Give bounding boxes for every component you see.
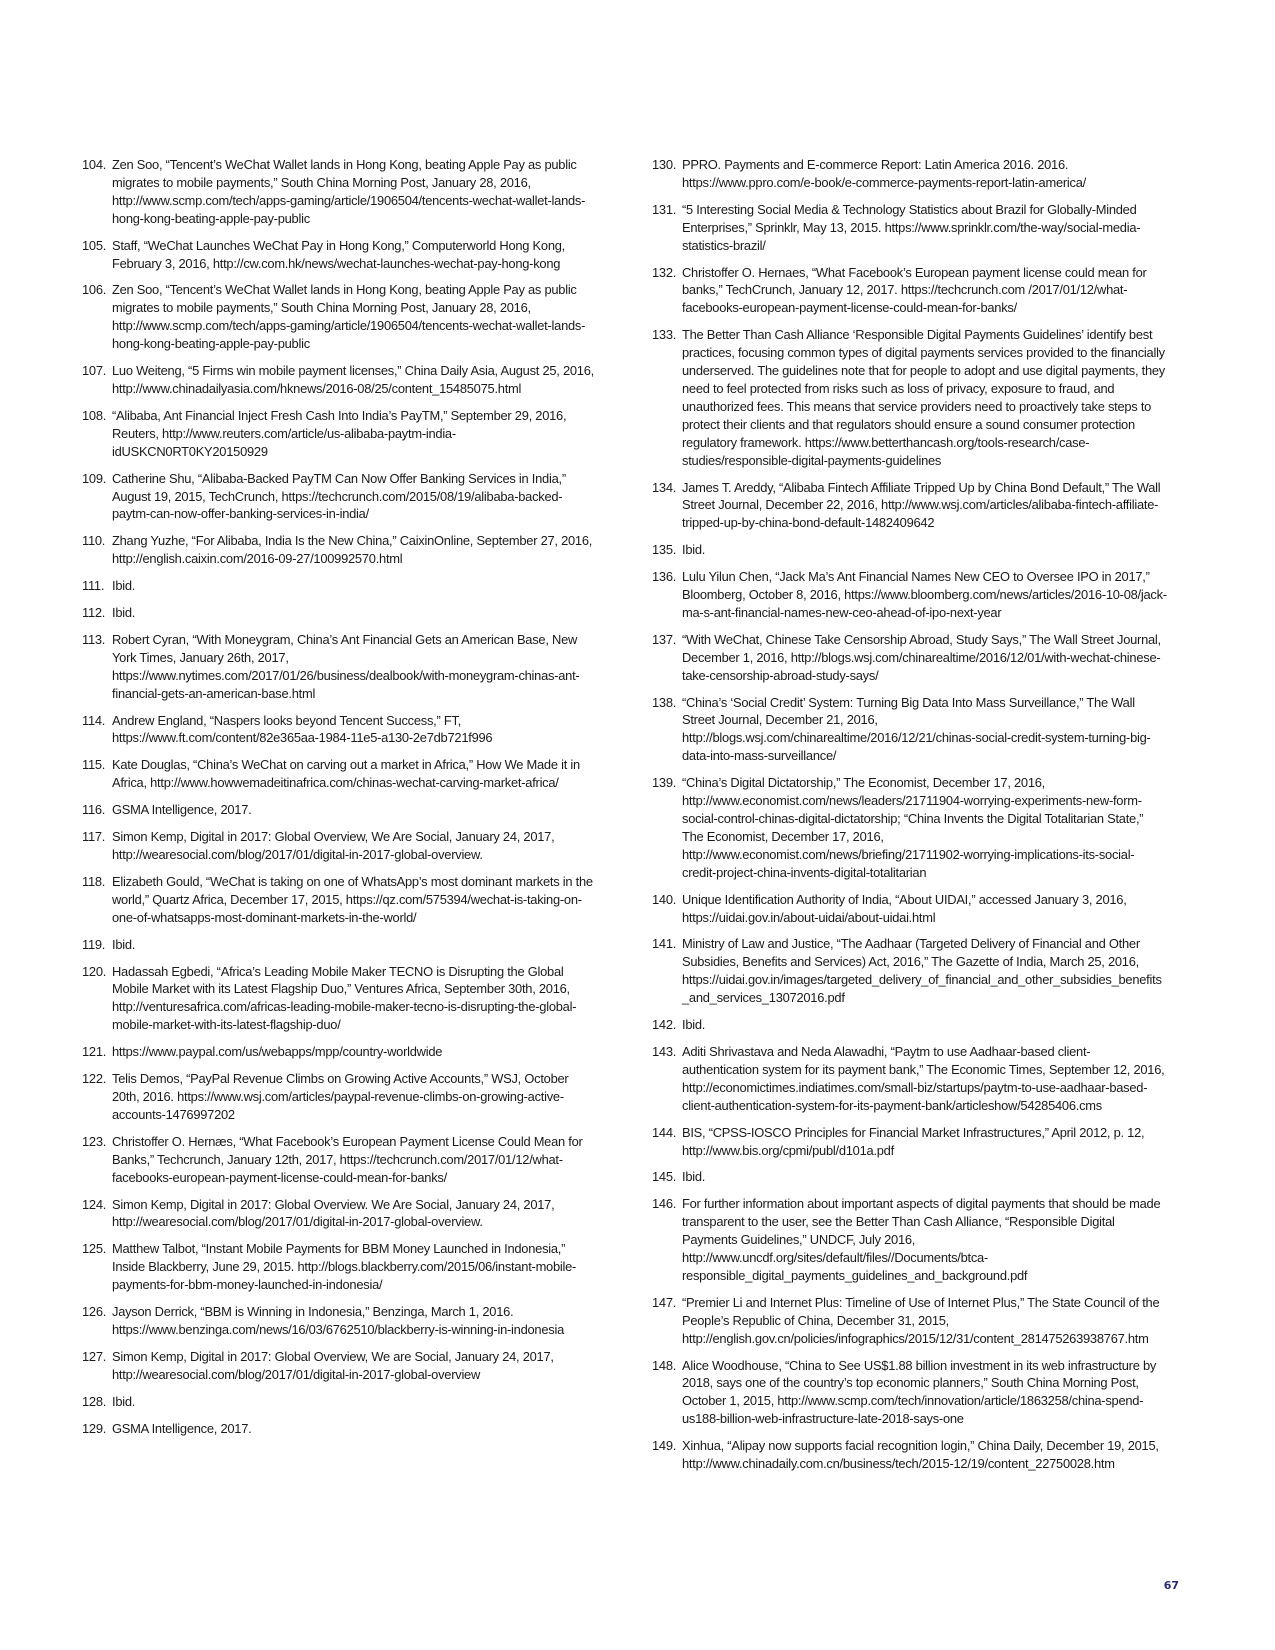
endnote-number: 116. — [82, 802, 106, 818]
endnote-item — [82, 604, 597, 622]
endnote-text: “China’s Digital Dictatorship,” The Economist, December 17, 2016, http://www.economist.com/news/leaders/21711904-worrying-experiments-new-form-social-control-chinas-digital-dictatorship; “China Invents the Digital Totalitarian State,” The Economist, December 17, 2016, http://www.economist.com/news/briefing/21711902-worrying-implications-its-social-credit-project-china-invents-digital-totalitarian — [682, 775, 1144, 880]
endnote-number: 138. — [652, 694, 677, 710]
endnote-text: Unique Identification Authority of India, “About UIDAI,” accessed January 3, 2016, https://uidai.gov.in/about-uidai/about-uidai.html — [682, 891, 1127, 925]
endnote-number: 115. — [82, 757, 106, 773]
endnote-number: 145. — [652, 1169, 677, 1185]
endnote-item — [652, 935, 1167, 1007]
endnote-number: 148. — [652, 1357, 677, 1373]
endnote-item — [652, 326, 1167, 469]
endnote-item — [652, 1357, 1167, 1429]
endnote-item — [82, 1393, 597, 1411]
endnote-item — [82, 362, 597, 398]
endnote-text: Lulu Yilun Chen, “Jack Ma’s Ant Financial Names New CEO to Oversee IPO in 2017,” Bloomberg, October 8, 2016, https://www.bloomberg.com/news/articles/2016-10-08/jack-ma-s-ant-financial-names-new-ceo-ahead-of-ipo-next-year — [682, 569, 1167, 620]
endnote-item — [82, 712, 597, 748]
endnote-text: Zen Soo, “Tencent’s WeChat Wallet lands in Hong Kong, beating Apple Pay as public migrates to mobile payments,” South China Morning Post, January 28, 2016, http://www.scmp.com/tech/apps-gaming/article/1906504/tencents-wechat-wallet-lands-hong-kong-beating-apple-pay-public — [112, 282, 586, 352]
endnote-text: Andrew England, “Naspers looks beyond Tencent Success,” FT, https://www.ft.com/content/82e365aa-1984-11e5-a130-2e7db721f996 — [112, 712, 493, 746]
endnote-text: James T. Areddy, “Alibaba Fintech Affiliate Tripped Up by China Bond Default,” The Wall Street Journal, December 22, 2016, http://www.wsj.com/articles/alibaba-fintech-affiliate-tripped-up-by-china-bond-default-1482409642 — [682, 479, 1161, 531]
endnote-text: Matthew Talbot, “Instant Mobile Payments for BBM Money Launched in Indonesia,” Inside Blackberry, June 29, 2015. http://blogs.blackberry.com/2015/06/instant-mobile-payments-for-bbm-money-launched-in-indonesia/ — [112, 1241, 577, 1293]
endnote-text: Elizabeth Gould, “WeChat is taking on one of WhatsApp’s most dominant markets in the world,” Quartz Africa, December 17, 2015, https://qz.com/575394/wechat-is-taking-on-one-of-whatsapps-most-dominant-markets-in-the-world/ — [112, 873, 593, 925]
endnote-number: 130. — [652, 157, 677, 172]
endnote-number: 124. — [82, 1196, 107, 1212]
endnote-number: 133. — [652, 327, 677, 343]
endnote-item — [652, 156, 1167, 192]
endnote-text: GSMA Intelligence, 2017. — [112, 1420, 252, 1436]
endnote-text: Staff, “WeChat Launches WeChat Pay in Hong Kong,” Computerworld Hong Kong, February 3, 2016, http://cw.com.hk/news/wechat-launches-wechat-pay-hong-kong — [112, 237, 565, 271]
endnote-item — [652, 1016, 1167, 1034]
endnote-text: Ibid. — [682, 1169, 706, 1185]
endnote-number: 112. — [82, 605, 106, 621]
endnote-number: 122. — [82, 1071, 107, 1087]
endnote-item — [82, 631, 597, 703]
endnote-text: “With WeChat, Chinese Take Censorship Abroad, Study Says,” The Wall Street Journal, December 1, 2016, http://blogs.wsj.com/chinarealtime/2016/12/01/with-wechat-chinese-take-censorship-abroad-study-says/ — [682, 631, 1161, 683]
endnote-item — [82, 237, 597, 273]
endnote-number: 107. — [82, 363, 107, 379]
endnote-number: 120. — [82, 963, 107, 979]
endnote-text: Hadassah Egbedi, “Africa’s Leading Mobile Maker TECNO is Disrupting the Global Mobile Market with its Latest Flagship Duo,” Ventures Africa, September 30th, 2016, http://venturesafrica.com/africas-leading-mobile-maker-tecno-is-disrupting-the-global-mobile-market-with-its-latest-flagship-duo/ — [112, 963, 577, 1033]
endnote-number: 110. — [82, 533, 106, 549]
endnote-item — [82, 873, 597, 927]
endnote-item — [652, 631, 1167, 685]
endnote-item — [82, 1133, 597, 1187]
endnote-number: 127. — [82, 1348, 107, 1364]
endnote-number: 129. — [82, 1420, 107, 1436]
endnote-item — [82, 828, 597, 864]
endnote-item — [652, 774, 1167, 881]
endnote-number: 119. — [82, 936, 106, 952]
endnote-number: 142. — [652, 1017, 677, 1033]
endnote-text: Alice Woodhouse, “China to See US$1.88 billion investment in its web infrastructure by 2018, says one of the country’s top economic planners,” South China Morning Post, October 1, 2015, http://www.scmp.com/tech/innovation/article/1863258/china-spend-us188-billion-web-infrastructure-late-2018-says-one — [682, 1357, 1157, 1427]
endnote-number: 128. — [82, 1393, 107, 1409]
endnote-text: Ibid. — [112, 605, 136, 621]
endnote-text: Ibid. — [682, 542, 706, 558]
endnote-item — [82, 577, 597, 595]
endnote-number: 126. — [82, 1304, 107, 1320]
endnote-number: 139. — [652, 775, 677, 791]
endnote-text: Jayson Derrick, “BBM is Winning in Indonesia,” Benzinga, March 1, 2016. https://www.benzinga.com/news/16/03/6762510/blackberry-is-winning-in-indonesia — [112, 1304, 564, 1337]
endnote-number: 132. — [652, 264, 677, 280]
endnote-item — [82, 936, 597, 954]
endnote-number: 105. — [82, 237, 107, 253]
endnote-number: 136. — [652, 569, 677, 585]
endnote-item — [652, 1043, 1167, 1115]
endnote-item — [82, 1420, 597, 1438]
endnote-text: Christoffer O. Hernæs, “What Facebook’s European Payment License Could Mean for Banks,” Techcrunch, January 12th, 2017, https://techcrunch.com/2017/01/12/what-facebooks-european-payment-license-could-mean-for-banks/ — [112, 1133, 583, 1185]
endnote-item — [652, 1437, 1167, 1473]
endnote-text: Aditi Shrivastava and Neda Alawadhi, “Paytm to use Aadhaar-based client-authentication system for its payment bank,” The Economic Times, September 12, 2016, http://economictimes.indiatimes.com/small-biz/startups/paytm-to-use-aadhaar-based-client-authentication-system-for-its-payment-bank/articleshow/54285406.cms — [682, 1043, 1165, 1113]
endnote-item — [82, 470, 597, 524]
endnote-text: Telis Demos, “PayPal Revenue Climbs on Growing Active Accounts,” WSJ, October 20th, 2016. https://www.wsj.com/articles/paypal-revenue-climbs-on-growing-active-accounts-1476997202 — [112, 1071, 569, 1122]
endnote-number: 109. — [82, 470, 107, 486]
endnote-item — [82, 407, 597, 461]
endnote-text: Zen Soo, “Tencent’s WeChat Wallet lands in Hong Kong, beating Apple Pay as public migrates to mobile payments,” South China Morning Post, January 28, 2016, http://www.scmp.com/tech/apps-gaming/article/1906504/tencents-wechat-wallet-lands-hong-kong-beating-apple-pay-public — [112, 157, 586, 226]
endnote-number: 104. — [82, 157, 107, 172]
endnote-item — [652, 1124, 1167, 1160]
endnote-number: 147. — [652, 1294, 677, 1310]
endnote-item — [652, 568, 1167, 622]
endnote-item — [652, 1294, 1167, 1348]
endnote-text: “Alibaba, Ant Financial Inject Fresh Cash Into India’s PayTM,” September 29, 2016, Reuters, http://www.reuters.com/article/us-alibaba-paytm-india-idUSKCN0RT0KY20150929 — [112, 407, 567, 459]
endnote-number: 113. — [82, 631, 106, 647]
endnote-number: 137. — [652, 631, 677, 647]
endnote-item — [82, 1303, 597, 1339]
endnote-number: 123. — [82, 1133, 107, 1149]
endnote-number: 108. — [82, 407, 107, 423]
page-number: 67 — [1163, 1579, 1179, 1592]
endnote-text: Simon Kemp, Digital in 2017: Global Overview, We are Social, January 24, 2017, http://wearesocial.com/blog/2017/01/digital-in-2017-global-overview — [112, 1348, 554, 1382]
endnote-number: 125. — [82, 1241, 107, 1257]
endnote-item — [82, 156, 597, 228]
endnote-text: https://www.paypal.com/us/webapps/mpp/country-worldwide — [112, 1044, 443, 1060]
endnote-number: 121. — [82, 1044, 107, 1060]
endnote-text: “China’s ‘Social Credit’ System: Turning Big Data Into Mass Surveillance,” The Wall Street Journal, December 21, 2016, http://blogs.wsj.com/chinarealtime/2016/12/21/chinas-social-credit-system-turning-big-data-into-mass-surveillance/ — [682, 694, 1151, 764]
endnote-item — [652, 694, 1167, 766]
endnote-item — [82, 1043, 597, 1061]
endnote-item — [652, 1168, 1167, 1186]
endnote-text: Ministry of Law and Justice, “The Aadhaar (Targeted Delivery of Financial and Other Subsidies, Benefits and Services) Act, 2016,” The Gazette of India, March 25, 2016, https://uidai.gov.in/images/targeted_delivery_of_financial_and_other_subsidies_benefits_and_services_13072016.pdf — [682, 936, 1162, 1006]
endnote-number: 118. — [82, 873, 106, 889]
endnote-number: 106. — [82, 282, 107, 298]
endnote-text: Christoffer O. Hernaes, “What Facebook’s European payment license could mean for banks,” TechCrunch, January 12, 2017. https://techcrunch.com /2017/01/12/what-facebooks-european-payment-license-could-mean-for-banks/ — [682, 264, 1147, 316]
endnote-text: Kate Douglas, “China’s WeChat on carving out a market in Africa,” How We Made it in Africa, http://www.howwemadeitinafrica.com/chinas-wechat-carving-market-africa/ — [112, 757, 580, 791]
endnote-text: GSMA Intelligence, 2017. — [112, 802, 252, 818]
endnote-item — [652, 1195, 1167, 1285]
endnote-item — [82, 1348, 597, 1384]
endnote-item — [82, 963, 597, 1035]
endnote-number: 134. — [652, 479, 677, 495]
endnote-item — [82, 756, 597, 792]
endnote-text: Simon Kemp, Digital in 2017: Global Overview, We Are Social, January 24, 2017, http://wearesocial.com/blog/2017/01/digital-in-2017-global-overview. — [112, 829, 555, 862]
endnote-text: Simon Kemp, Digital in 2017: Global Overview. We Are Social, January 24, 2017, http://wearesocial.com/blog/2017/01/digital-in-2017-global-overview. — [112, 1196, 555, 1230]
endnote-text: Catherine Shu, “Alibaba-Backed PayTM Can Now Offer Banking Services in India,” August 19, 2015, TechCrunch, https://techcrunch.com/2015/08/19/alibaba-backed-paytm-can-now-offer-banking-services-in-india/ — [112, 470, 566, 522]
endnote-text: For further information about important aspects of digital payments that should be made transparent to the user, see the Better Than Cash Alliance, “Responsible Digital Payments Guidelines,” UNDCF, July 2016, http://www.uncdf.org/sites/default/files//Documents/btca-responsible_digital_payments_guidelines_and_background.pdf — [682, 1196, 1161, 1283]
endnote-text: Xinhua, “Alipay now supports facial recognition login,” China Daily, December 19, 2015, http://www.chinadaily.com.cn/business/tech/2015-12/19/content_22750028.htm — [682, 1438, 1159, 1472]
endnote-item — [82, 1240, 597, 1294]
endnote-item — [652, 264, 1167, 318]
endnote-text: Luo Weiteng, “5 Firms win mobile payment licenses,” China Daily Asia, August 25, 2016, http://www.chinadailyasia.com/hknews/2016-08/25/content_15485075.html — [112, 363, 594, 396]
endnote-number: 131. — [652, 201, 677, 217]
endnote-text: Zhang Yuzhe, “For Alibaba, India Is the New China,” CaixinOnline, September 27, 2016, http://english.caixin.com/2016-09-27/100992570.html — [112, 533, 593, 567]
endnote-number: 140. — [652, 891, 677, 907]
endnote-text: Ibid. — [112, 1393, 136, 1409]
endnote-number: 143. — [652, 1043, 677, 1059]
endnote-text: “5 Interesting Social Media & Technology Statistics about Brazil for Globally-Minded Enterprises,” Sprinklr, May 13, 2015. https://www.sprinklr.com/the-way/social-media-statistics-brazil/ — [682, 201, 1141, 253]
endnote-item — [82, 532, 597, 568]
endnote-number: 141. — [652, 936, 677, 952]
endnote-number: 117. — [82, 829, 106, 845]
endnote-text: BIS, “CPSS-IOSCO Principles for Financial Market Infrastructures,” April 2012, p. 12, http://www.bis.org/cpmi/publ/d101a.pdf — [682, 1124, 1145, 1158]
endnote-number: 146. — [652, 1196, 677, 1212]
endnote-text: Robert Cyran, “With Moneygram, China’s Ant Financial Gets an American Base, New York Times, January 26th, 2017, https://www.nytimes.com/2017/01/26/business/dealbook/with-moneygram-chinas-ant-financial-gets-an-american-base.html — [112, 631, 580, 701]
endnote-item — [652, 541, 1167, 559]
endnote-number: 135. — [652, 542, 677, 558]
endnote-item — [82, 1070, 597, 1124]
endnote-text: Ibid. — [112, 936, 136, 952]
endnote-item — [82, 1196, 597, 1232]
endnote-item — [652, 201, 1167, 255]
endnote-number: 144. — [652, 1124, 677, 1140]
endnote-text: “Premier Li and Internet Plus: Timeline of Use of Internet Plus,” The State Council of the People’s Republic of China, December 31, 2015, http://english.gov.cn/policies/infographics/2015/12/31/content_281475263938767.htm — [682, 1294, 1160, 1346]
endnote-number: 114. — [82, 712, 106, 728]
endnote-item — [652, 891, 1167, 927]
endnote-item — [652, 479, 1167, 533]
endnote-number: 111. — [82, 578, 105, 594]
endnote-text: The Better Than Cash Alliance ‘Responsible Digital Payments Guidelines’ identify best practices, focusing common types of digital payments services provided to the financially underserved. The guidelines note that for people to adopt and use digital payments, they need to feel protected from risks such as loss of privacy, exposure to fraud, and unauthorized fees. This means that service providers need to proactively take steps to protect their clients and that regulators should ensure a sound consumer protection regulatory framework. https://www.betterthancash.org/tools-research/case-studies/responsible-digital-payments-guidelines — [682, 327, 1165, 468]
endnote-text: PPRO. Payments and E-commerce Report: Latin America 2016. 2016. https://www.ppro.com/e-book/e-commerce-payments-report-latin-america/ — [682, 157, 1086, 190]
endnote-item — [82, 281, 597, 353]
endnote-text: Ibid. — [682, 1017, 706, 1033]
endnote-text: Ibid. — [112, 578, 136, 594]
endnotes-column-right — [652, 156, 1167, 1482]
endnotes-column-left — [82, 156, 597, 1446]
endnote-item — [82, 801, 597, 819]
endnote-number: 149. — [652, 1438, 677, 1454]
